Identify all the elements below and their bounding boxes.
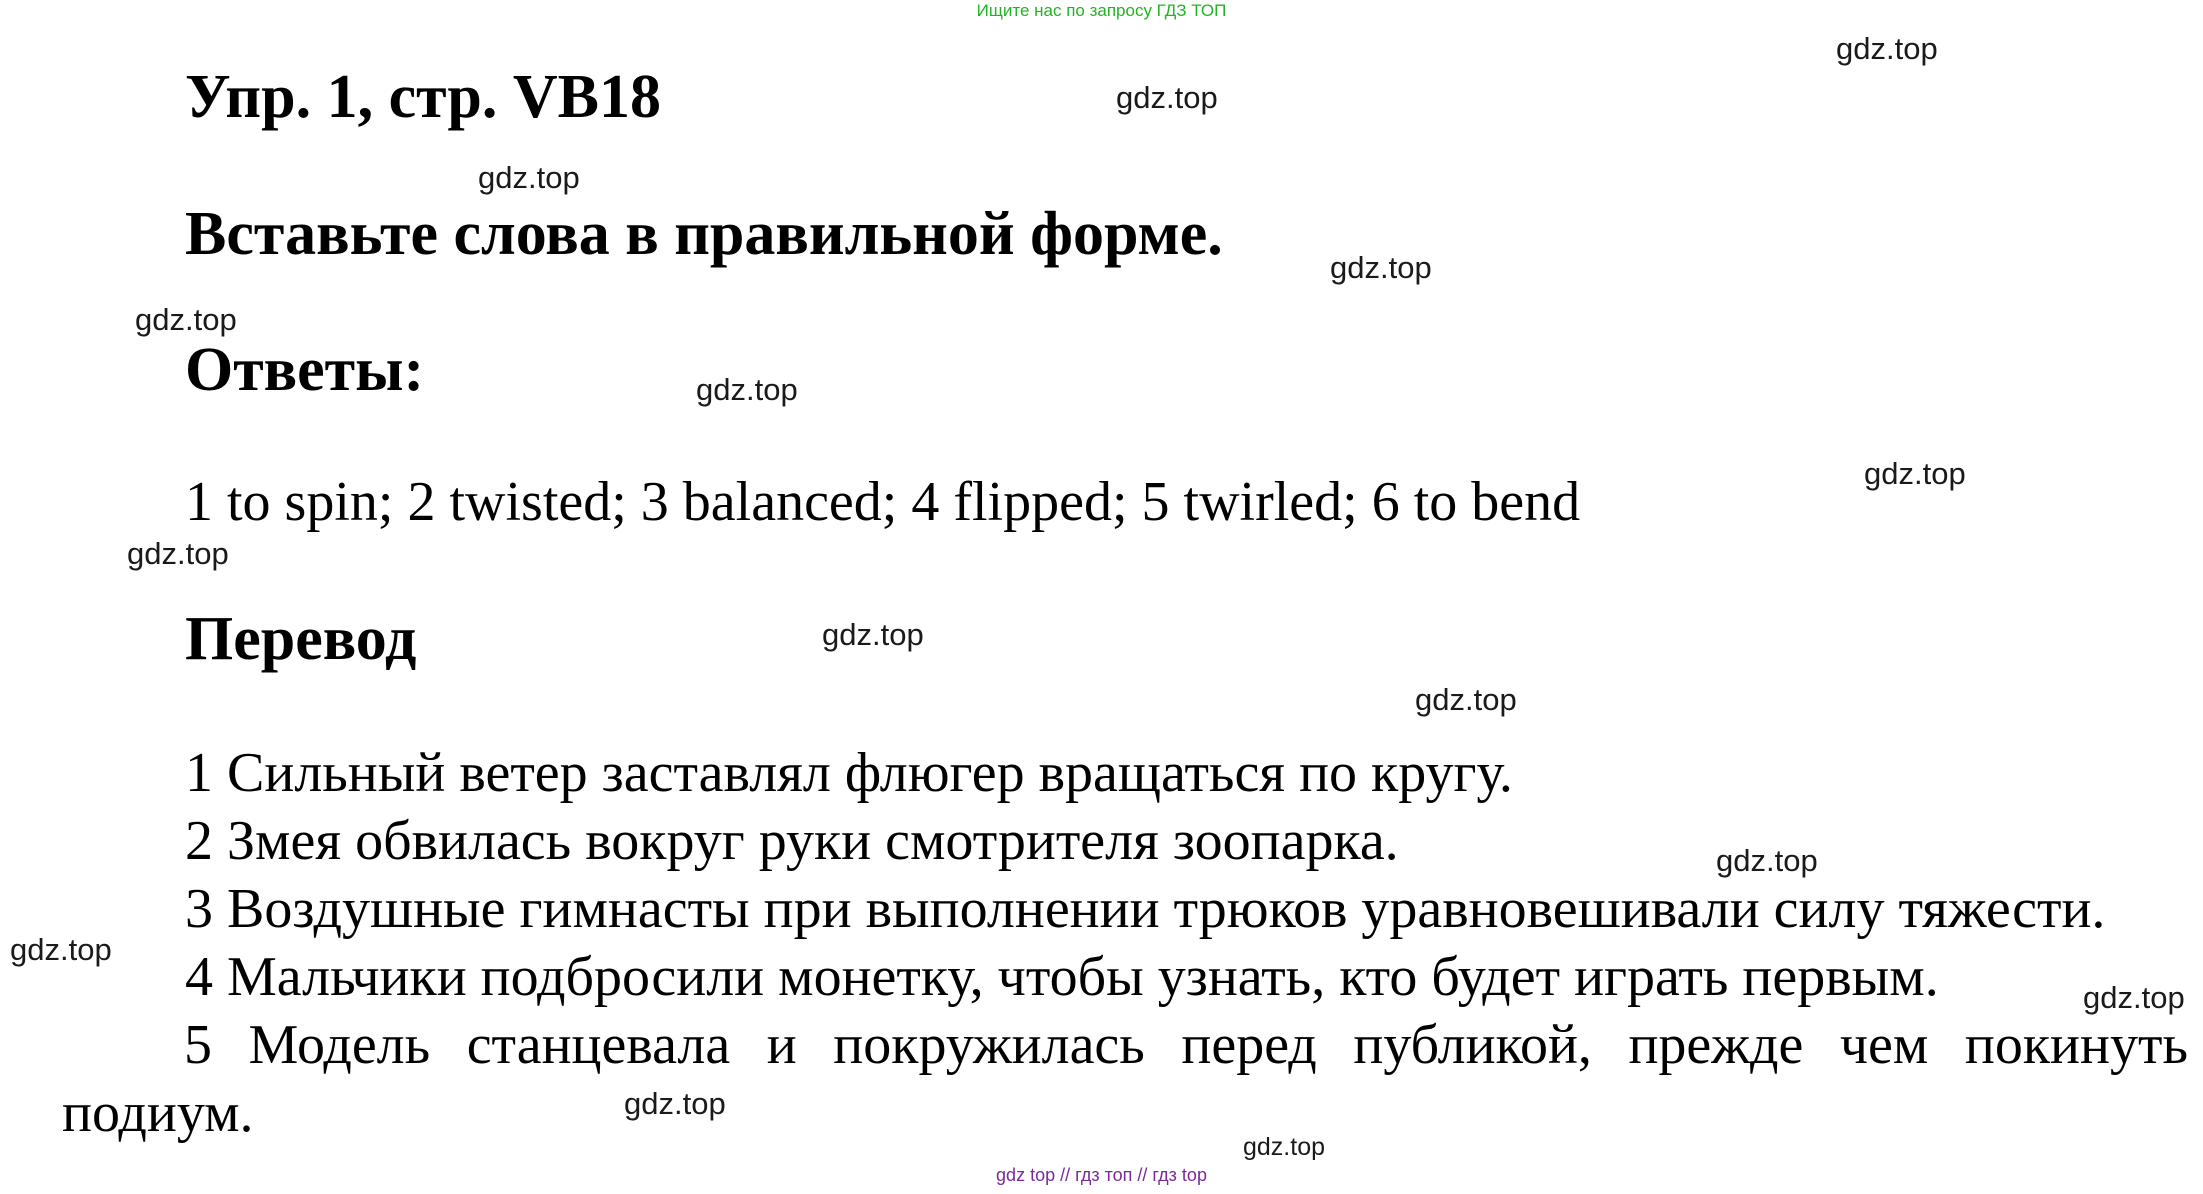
footer-links[interactable]: gdz top // гдз топ // гдз top [996, 1165, 1207, 1185]
watermark: gdz.top [822, 617, 924, 652]
translation-line-5: 5 Модель станцевала и покружилась перед публикой, прежде чем покинуть подиум. [62, 1014, 2188, 1144]
watermark: gdz.top [478, 160, 580, 195]
top-banner[interactable]: Ищите нас по запросу ГДЗ ТОП [976, 1, 1227, 20]
watermark: gdz.top [1415, 682, 1517, 717]
translation-line-2: 2 Змея обвилась вокруг руки смотрителя зоопарка. [185, 810, 1399, 872]
watermark: gdz.top [2083, 980, 2185, 1015]
watermark: gdz.top [1864, 456, 1966, 491]
watermark: gdz.top [1716, 843, 1818, 878]
translation-line-4: 4 Мальчики подбросили монетку, чтобы узнать, кто будет играть первым. [185, 946, 1939, 1008]
watermark: gdz.top [696, 372, 798, 407]
watermark: gdz.top [1836, 31, 1938, 66]
answers-heading: Ответы: [185, 336, 425, 404]
translation-line-1: 1 Сильный ветер заставлял флюгер вращаться по кругу. [185, 742, 1513, 804]
watermark: gdz.top [135, 302, 237, 337]
answers-text: 1 to spin; 2 twisted; 3 balanced; 4 flipped; 5 twirled; 6 to bend [185, 471, 1581, 533]
watermark: gdz.top [1330, 250, 1432, 285]
page-title: Упр. 1, стр. VB18 [185, 63, 661, 131]
translation-heading: Перевод [185, 605, 417, 673]
watermark: gdz.top [1116, 80, 1218, 115]
watermark: gdz.top [127, 536, 229, 571]
watermark: gdz.top [10, 932, 112, 967]
task-instruction: Вставьте слова в правильной форме. [185, 200, 1223, 268]
watermark: gdz.top [1243, 1133, 1326, 1161]
watermark: gdz.top [624, 1086, 726, 1121]
translation-line-3: 3 Воздушные гимнасты при выполнении трюков уравновешивали силу тяжести. [185, 878, 2106, 940]
